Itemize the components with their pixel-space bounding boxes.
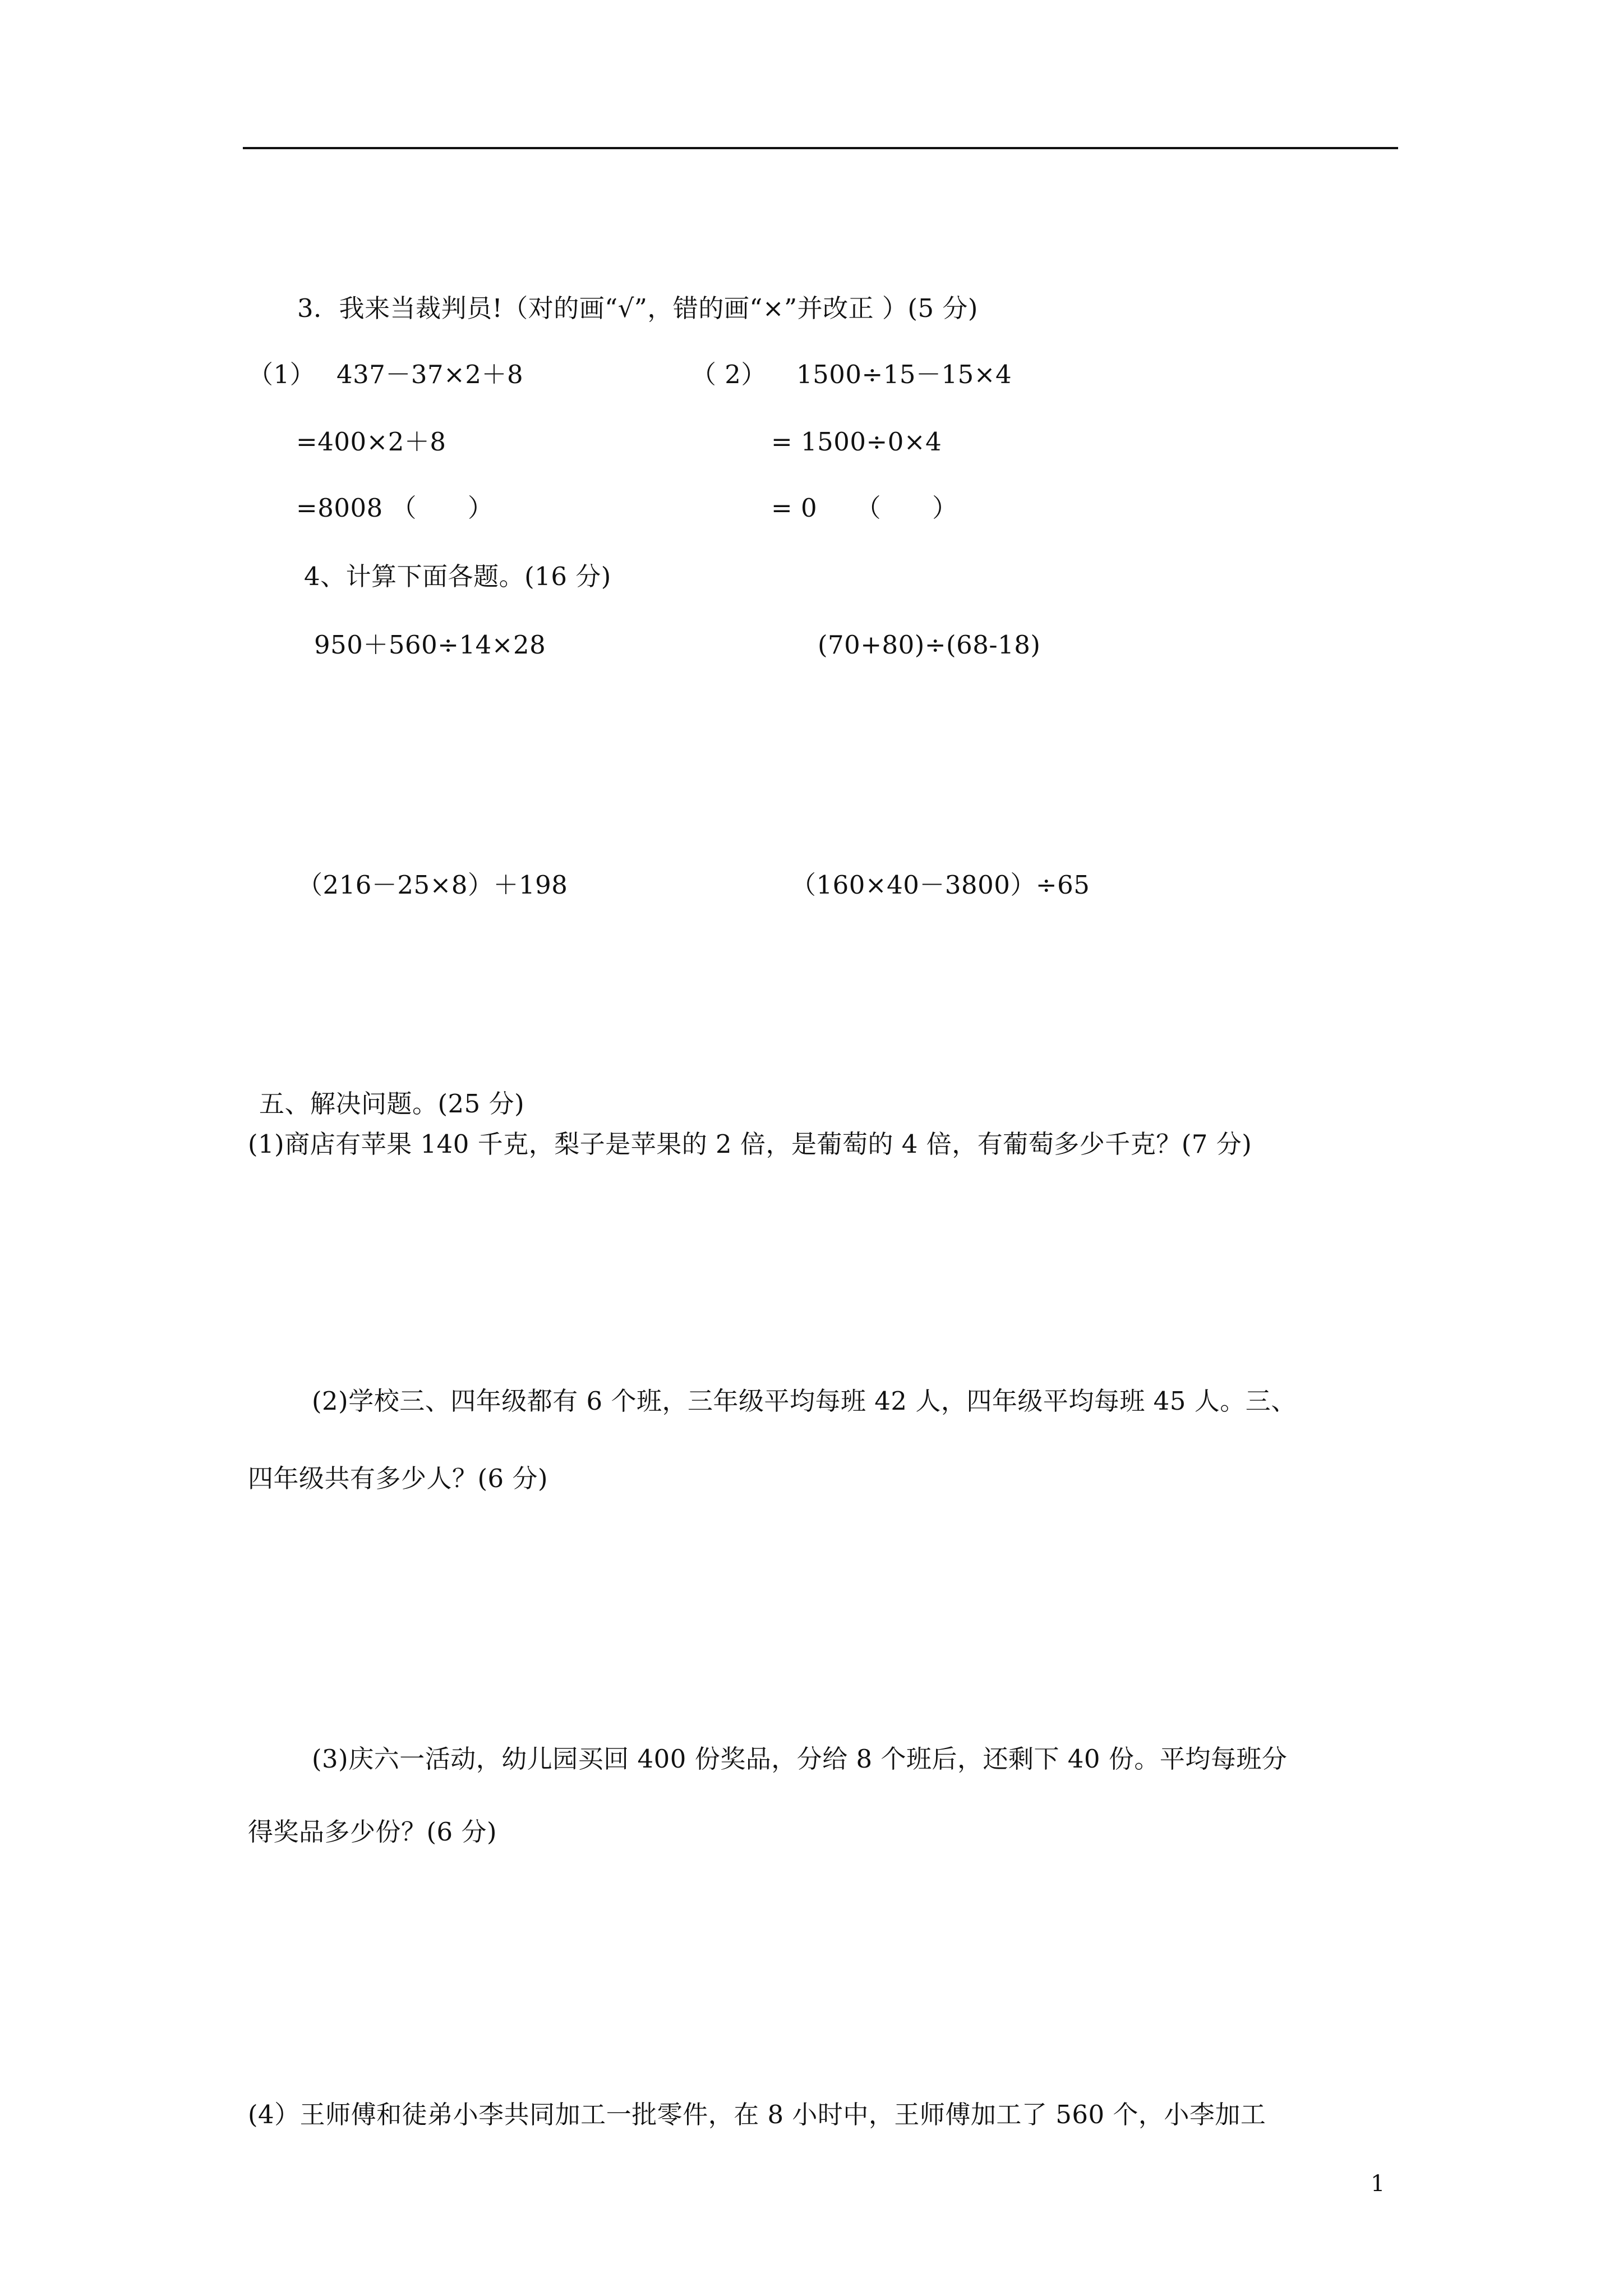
- section3-title: 3．我来当裁判员!（对的画“√”，错的画“×”并改正 ）(5 分): [297, 293, 978, 323]
- section3-item2-label: （ 2）: [691, 360, 767, 389]
- section5-question-4-line1: (4）王师傅和徒弟小李共同加工一批零件，在 8 小时中，王师傅加工了 560 个，小李加工: [248, 2100, 1266, 2129]
- section4-problem-3: （216－25×8）＋198: [297, 870, 568, 900]
- section5-question-3-line2: 得奖品多少份？(6 分): [248, 1817, 497, 1847]
- answer-space[interactable]: [243, 1862, 1398, 2076]
- answer-space[interactable]: [243, 673, 1398, 858]
- section4-title: 4、计算下面各题。(16 分): [304, 562, 611, 591]
- section5-question-2-line2: 四年级共有多少人？(6 分): [248, 1464, 548, 1493]
- answer-space[interactable]: [243, 1509, 1398, 1722]
- section5-question-2-line1: (2)学校三、四年级都有 6 个班，三年级平均每班 42 人，四年级平均每班 45 人。三、: [312, 1386, 1297, 1416]
- section3-item1-step2: =8008 （ ）: [296, 493, 494, 523]
- section4-problem-2: (70+80)÷(68-18): [818, 630, 1041, 660]
- section3-item2-step1: = 1500÷0×4: [771, 427, 942, 457]
- section3-item2-expression: 1500÷15－15×4: [796, 360, 1012, 389]
- section5-question-3-line1: (3)庆六一活动，幼儿园买回 400 份奖品，分给 8 个班后，还剩下 40 份。平均每班分: [312, 1744, 1288, 1774]
- section4-problem-4: （160×40－3800）÷65: [791, 870, 1090, 900]
- section5-question-1: (1)商店有苹果 140 千克，梨子是苹果的 2 倍，是葡萄的 4 倍，有葡萄多少千克？(7 分): [248, 1129, 1252, 1159]
- page-number: 1: [1371, 2171, 1385, 2197]
- section3-item1-label: （1）: [248, 360, 316, 389]
- section3-item1-expression: 437－37×2＋8: [336, 360, 524, 389]
- section3-item1-step1: =400×2＋8: [296, 427, 446, 457]
- answer-space[interactable]: [243, 914, 1398, 1083]
- answer-space[interactable]: [243, 1172, 1398, 1369]
- section5-title: 五、解决问题。(25 分): [259, 1089, 525, 1119]
- section4-problem-1: 950＋560÷14×28: [314, 630, 546, 660]
- section3-item2-step2: = 0 （ ）: [771, 493, 958, 523]
- header-rule: [243, 147, 1398, 149]
